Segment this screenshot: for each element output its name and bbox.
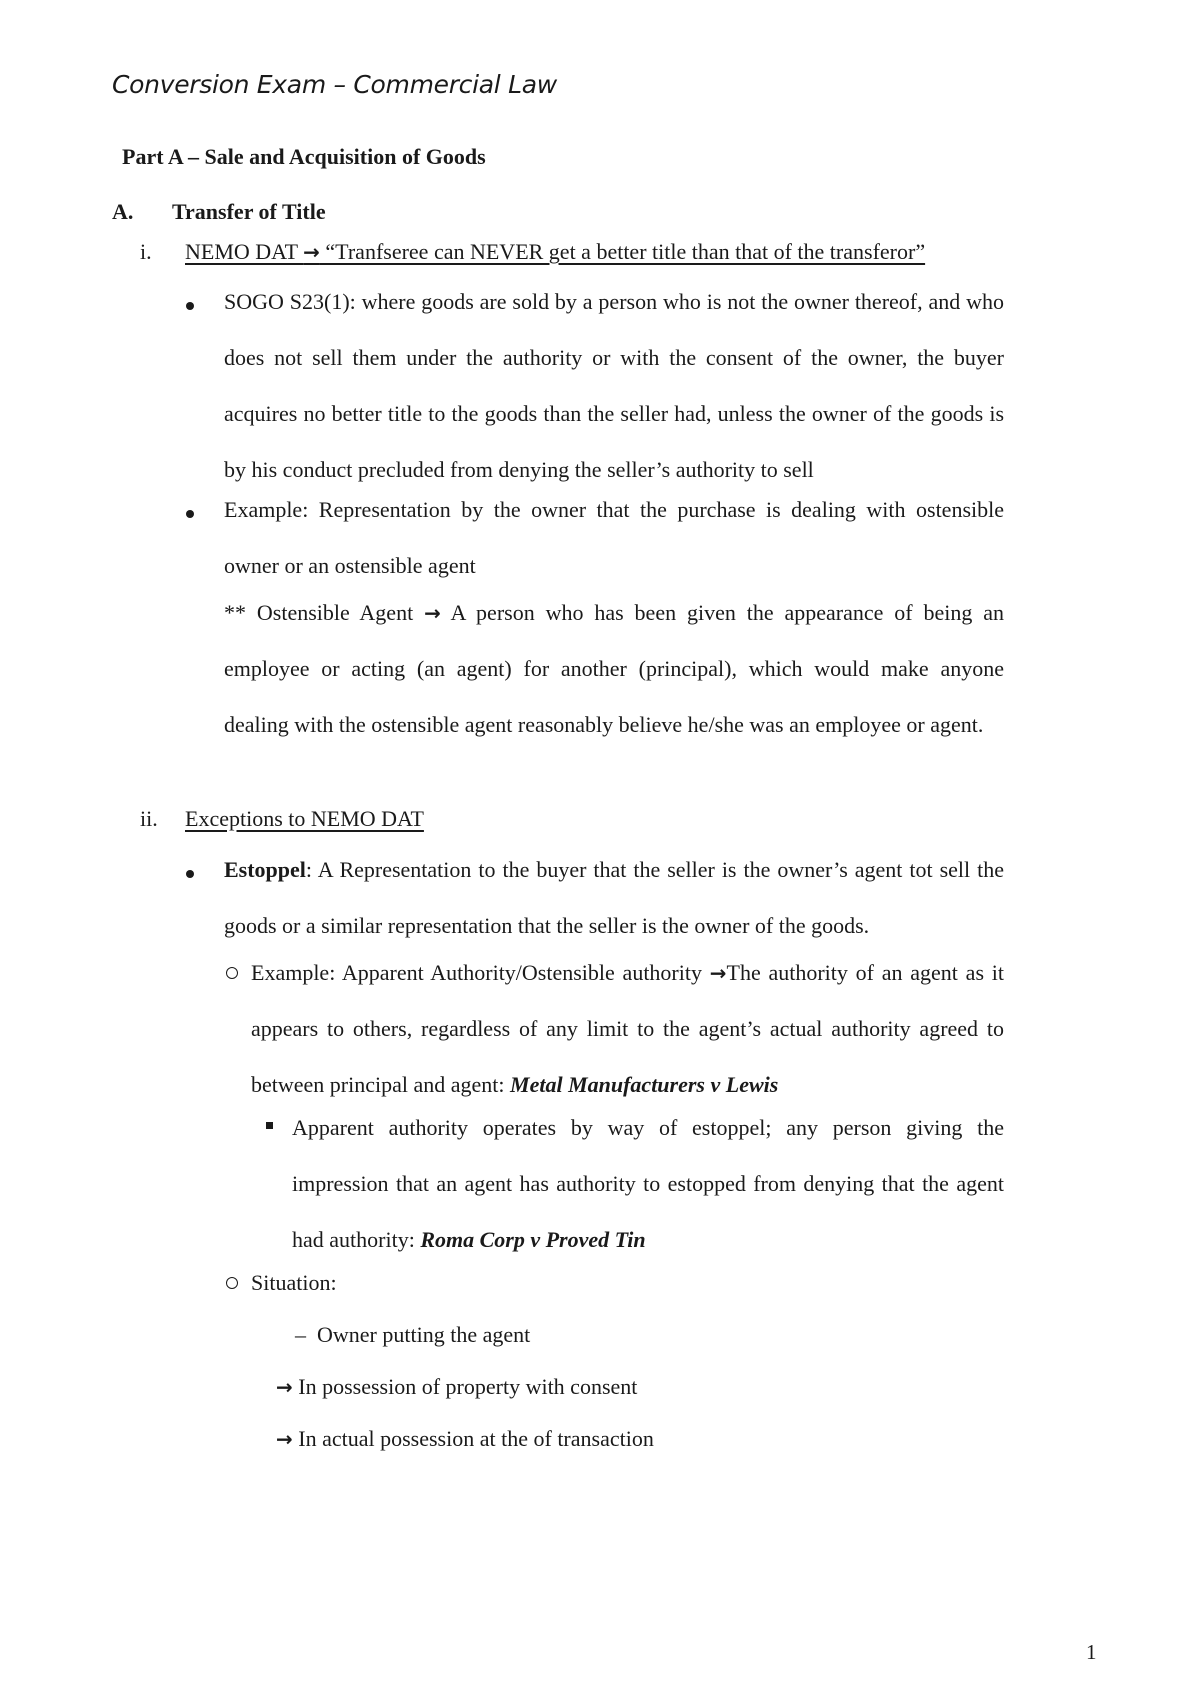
arrow-item xyxy=(276,1426,654,1452)
part-title: Part A – Sale and Acquisition of Goods xyxy=(122,144,486,169)
dash-item xyxy=(295,1322,530,1348)
bullet-estoppel xyxy=(224,842,1004,954)
ostensible-suffix: A person who has been given the appearance of being an employee or acting (an agent) for another (principal), which would make anyone dealing with the ostensible agent reasonably believe he/she was an employee or agent. xyxy=(224,600,1004,737)
apparent-prefix: Example: Apparent Authority/Ostensible authority xyxy=(251,960,710,985)
bullet-dot-icon xyxy=(186,510,194,518)
estoppel-text: : A Representation to the buyer that the seller is the owner’s agent tot sell the goods or a similar representation that the seller is the owner of the goods. xyxy=(224,857,1004,938)
apparent-authority-estoppel xyxy=(292,1100,1004,1268)
page-number: 1 xyxy=(1086,1640,1097,1664)
case-citation: Metal Manufacturers v Lewis xyxy=(510,1072,779,1097)
arrow-icon: → xyxy=(276,1375,293,1399)
section-heading xyxy=(112,199,326,225)
label-suffix: “Tranfseree can NEVER get a better title than that of the transferor” xyxy=(319,239,926,264)
case-citation: Roma Corp v Proved Tin xyxy=(420,1227,646,1252)
section-number: A. xyxy=(112,199,134,224)
square-bullet-icon xyxy=(266,1122,273,1129)
situation-label: Situation: xyxy=(251,1270,337,1295)
subsection-label: Exceptions to NEMO DAT xyxy=(185,806,424,831)
bullet-dot-icon xyxy=(186,302,194,310)
bullet-sogo: SOGO S23(1): where goods are sold by a person who is not the owner thereof, and who does not sell them under the authority or with the consent of the owner, the buyer acquires no better title to the goods than the seller had, unless the owner of the goods is by his conduct precluded from denying the seller’s authority to sell xyxy=(224,289,1004,482)
ostensible-prefix: ** Ostensible Agent xyxy=(224,600,425,625)
circle-bullet-icon xyxy=(226,1277,238,1289)
document-title: Conversion Exam – Commercial Law xyxy=(112,70,557,99)
section-label: Transfer of Title xyxy=(172,199,326,224)
dash-icon: – xyxy=(295,1322,306,1347)
subsection-number: ii. xyxy=(140,806,158,831)
arrow-icon: → xyxy=(276,1427,293,1451)
circle-bullet-icon xyxy=(226,967,238,979)
arrow-item-text: In actual possession at the of transaction xyxy=(298,1426,654,1451)
arrow-item xyxy=(276,1374,637,1400)
estoppel-label: Estoppel xyxy=(224,857,306,882)
estoppel-sub-text: Apparent authority operates by way of estoppel; any person giving the impression that an agent has authority to estopped from denying that the agent had authority: xyxy=(292,1115,1004,1252)
apparent-suffix: The authority of an agent as it appears to others, regardless of any limit to the agent’s actual authority agreed to between principal and agent: xyxy=(251,960,1004,1097)
bullet-example: Example: Representation by the owner that the purchase is dealing with ostensible owner or an ostensible agent xyxy=(224,497,1004,578)
subsection-label xyxy=(185,239,925,265)
label-prefix: NEMO DAT xyxy=(185,239,304,264)
arrow-icon: → xyxy=(303,240,320,264)
ostensible-agent-definition xyxy=(224,585,1004,753)
dash-item-text: Owner putting the agent xyxy=(317,1322,531,1347)
arrow-icon: → xyxy=(424,601,441,625)
subsection-number: i. xyxy=(140,239,152,264)
apparent-authority-example xyxy=(251,945,1004,1113)
arrow-item-text: In possession of property with consent xyxy=(298,1374,638,1399)
arrow-icon: → xyxy=(709,961,727,985)
bullet-dot-icon xyxy=(186,870,194,878)
